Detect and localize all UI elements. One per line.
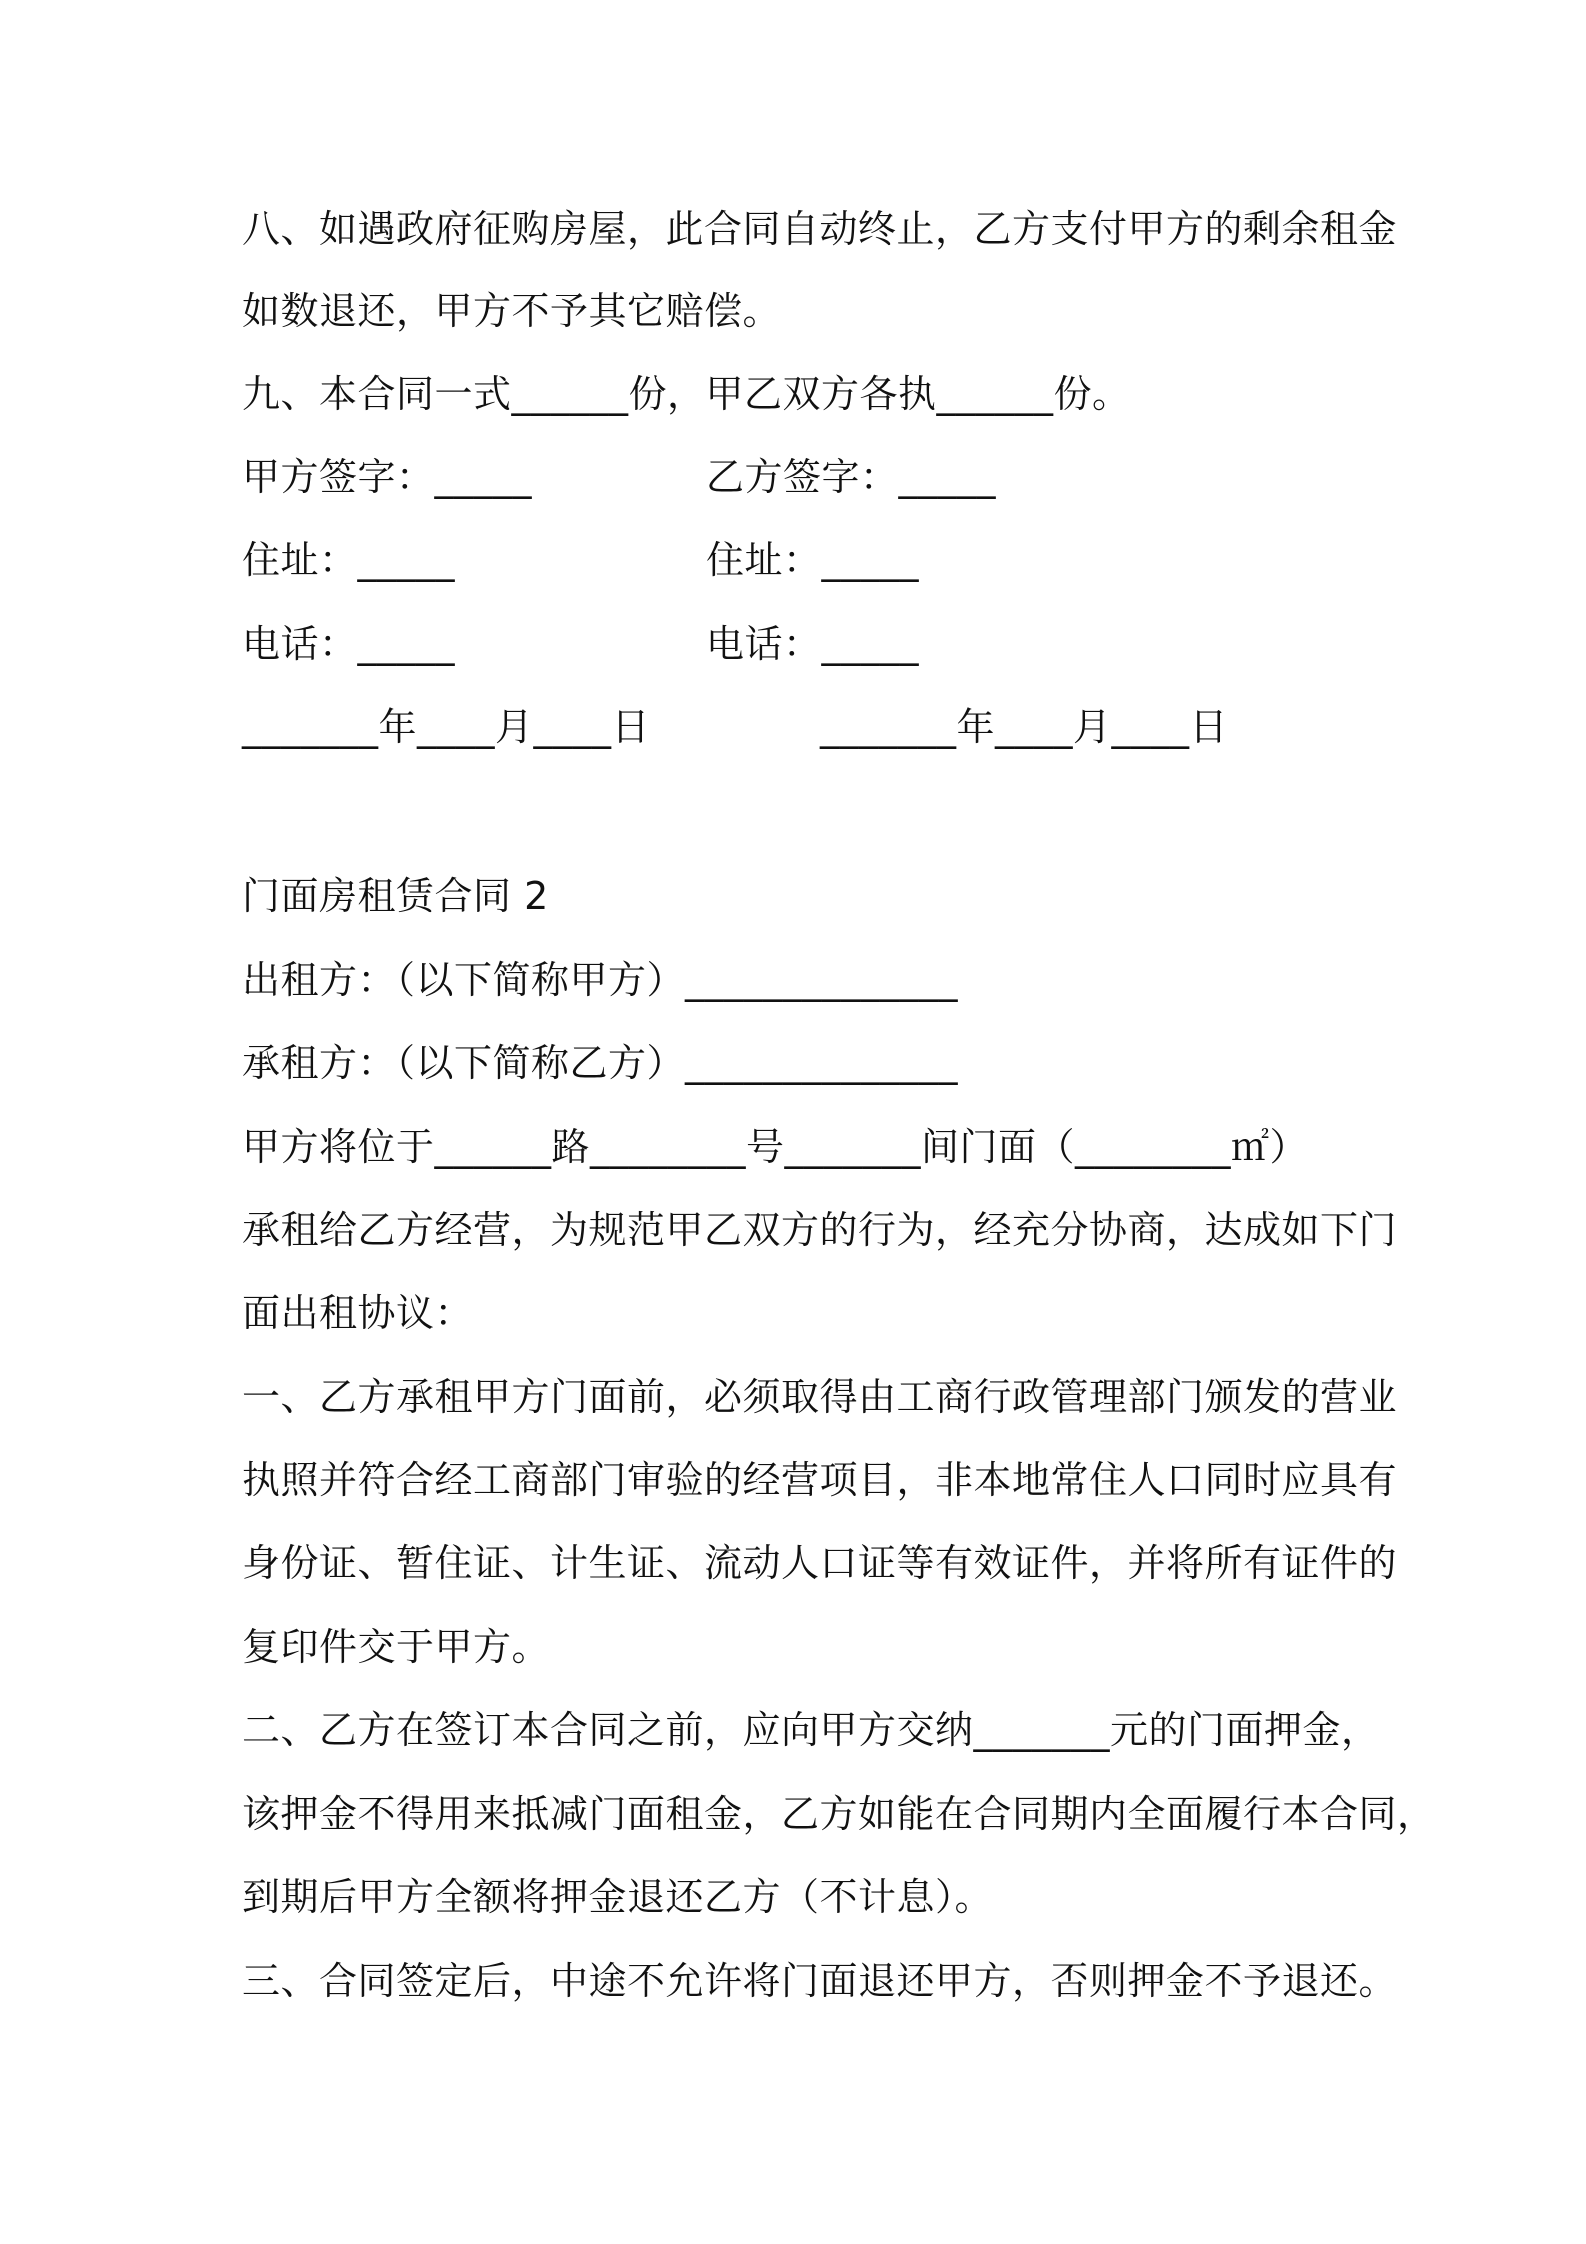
clause-2-line-2: 该押金不得用来抵减门面租金，乙方如能在合同期内全面履行本合同， (242, 1792, 1436, 1836)
lessor-line: 出租方：（以下简称甲方）______________ (242, 958, 959, 1002)
clause-2-line-1: 二、乙方在签订本合同之前，应向甲方交纳_______元的门面押金， (242, 1708, 1380, 1752)
clause-1-line-2: 执照并符合经工商部门审验的经营项目，非本地常住人口同时应具有 (242, 1458, 1398, 1502)
party-b-address: 住址：_____ (706, 538, 920, 582)
clause-8-line-2: 如数退还，甲方不予其它赔偿。 (242, 289, 782, 333)
intro-line-3: 面出租协议： (242, 1291, 474, 1335)
party-a-phone: 电话：_____ (242, 622, 456, 666)
intro-line-2: 承租给乙方经营，为规范甲乙双方的行为，经充分协商，达成如下门 (242, 1208, 1398, 1252)
clause-9: 九、本合同一式______份，甲乙双方各执______份。 (242, 372, 1131, 416)
contract-2-title: 门面房租赁合同 2 (242, 874, 549, 918)
clause-1-line-1: 一、乙方承租甲方门面前，必须取得由工商行政管理部门颁发的营业 (242, 1375, 1398, 1419)
lessee-line: 承租方：（以下简称乙方）______________ (242, 1041, 959, 1085)
party-b-signature: 乙方签字：_____ (706, 455, 997, 499)
intro-line-1: 甲方将位于______路________号_______间门面（________㎡） (242, 1125, 1309, 1169)
party-a-address: 住址：_____ (242, 538, 456, 582)
clause-3-line-1: 三、合同签定后，中途不允许将门面退还甲方，否则押金不予退还。 (242, 1959, 1398, 2003)
party-a-date: _______年____月____日 (242, 705, 651, 749)
clause-1-line-3: 身份证、暂住证、计生证、流动人口证等有效证件，并将所有证件的 (242, 1541, 1398, 1585)
clause-2-line-3: 到期后甲方全额将押金退还乙方（不计息）。 (242, 1875, 994, 1919)
clause-8-line-1: 八、如遇政府征购房屋，此合同自动终止，乙方支付甲方的剩余租金 (242, 207, 1398, 251)
party-a-signature: 甲方签字：_____ (242, 455, 533, 499)
party-b-date: _______年____月____日 (820, 705, 1229, 749)
clause-1-line-4: 复印件交于甲方。 (242, 1625, 551, 1669)
party-b-phone: 电话：_____ (706, 622, 920, 666)
